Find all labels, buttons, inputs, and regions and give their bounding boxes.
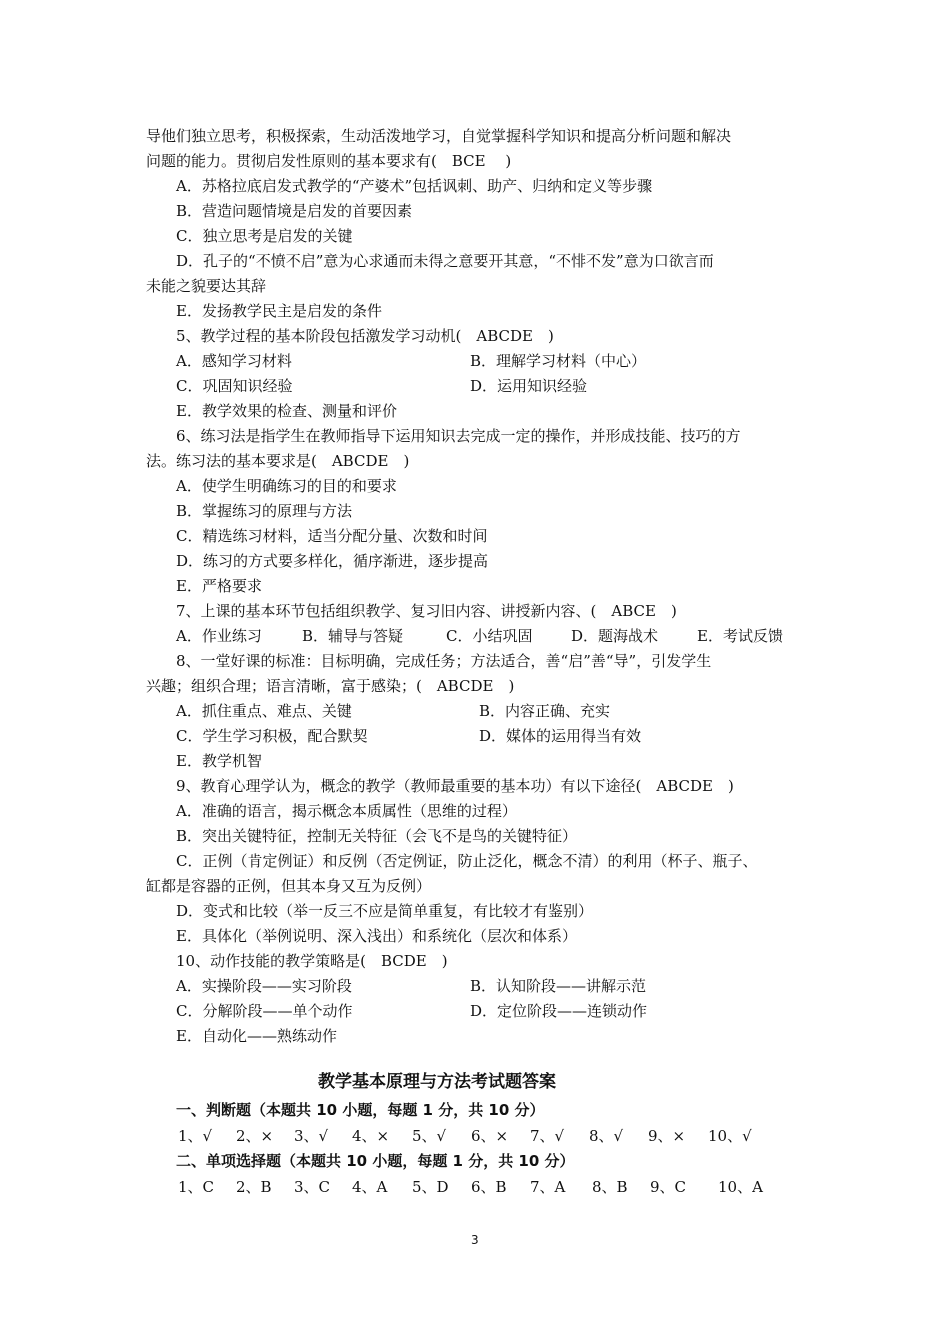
q10-option-c: C．分解阶段——单个动作 [176, 1002, 353, 1020]
answers-title: 教学基本原理与方法考试题答案 [318, 1072, 556, 1092]
answer-item: 3、√ [294, 1127, 329, 1145]
q7-option-b: B．辅导与答疑 [302, 627, 404, 645]
q10-stem: 10、动作技能的教学策略是( BCDE ) [176, 952, 448, 970]
answer-item: 9、C [650, 1178, 687, 1196]
answer-item: 4、× [352, 1127, 390, 1145]
answer-item: 6、B [471, 1178, 507, 1196]
q6-stem-line-1: 6、练习法是指学生在教师指导下运用知识去完成一定的操作，并形成技能、技巧的方 [176, 427, 741, 445]
q6-stem-line-2: 法。练习法的基本要求是( ABCDE ) [146, 452, 410, 470]
q8-stem-line-2: 兴趣；组织合理；语言清晰，富于感染；( ABCDE ) [146, 677, 515, 695]
q7-option-d: D．题海战术 [571, 627, 659, 645]
q6-option-a: A．使学生明确练习的目的和要求 [176, 477, 397, 495]
q8-stem-line-1: 8、一堂好课的标准：目标明确，完成任务；方法适合，善“启”善“导”，引发学生 [176, 652, 712, 670]
q9-option-b: B．突出关键特征，控制无关特征（会飞不是鸟的关键特征） [176, 827, 578, 845]
q5-option-d: D．运用知识经验 [470, 377, 588, 395]
answer-item: 5、√ [412, 1127, 447, 1145]
answer-item: 2、× [236, 1127, 274, 1145]
q4-option-e: E．发扬教学民主是启发的条件 [176, 302, 382, 320]
answer-item: 7、√ [530, 1127, 565, 1145]
q5-option-c: C．巩固知识经验 [176, 377, 293, 395]
q4-option-b: B．营造问题情境是启发的首要因素 [176, 202, 413, 220]
q4-option-a: A．苏格拉底启发式教学的“产婆术”包括讽刺、助产、归纳和定义等步骤 [176, 177, 653, 195]
answer-item: 5、D [412, 1178, 449, 1196]
q6-option-c: C．精选练习材料，适当分配分量、次数和时间 [176, 527, 488, 545]
q4-option-d-line-2: 未能之貌要达其辞 [146, 277, 267, 295]
answer-item: 10、√ [708, 1127, 752, 1145]
answer-item: 8、B [592, 1178, 628, 1196]
q8-option-b: B．内容正确、充实 [479, 702, 611, 720]
answer-item: 2、B [236, 1178, 272, 1196]
q8-option-a: A．抓住重点、难点、关键 [176, 702, 352, 720]
q10-option-d: D．定位阶段——连锁动作 [470, 1002, 648, 1020]
q9-option-a: A．准确的语言，揭示概念本质属性（思维的过程） [176, 802, 517, 820]
q10-option-e: E．自动化——熟练动作 [176, 1027, 337, 1045]
answer-item: 1、C [178, 1178, 215, 1196]
q9-option-c-line-2: 缸都是容器的正例，但其本身又互为反例） [146, 877, 432, 895]
q9-option-d: D．变式和比较（举一反三不应是简单重复，有比较才有鉴别） [176, 902, 594, 920]
answer-item: 1、√ [178, 1127, 213, 1145]
q5-option-a: A．感知学习材料 [176, 352, 292, 370]
q8-option-c: C．学生学习积极，配合默契 [176, 727, 368, 745]
q4-continuation-line-1: 导他们独立思考，积极探索，生动活泼地学习，自觉掌握科学知识和提高分析问题和解决 [146, 127, 732, 145]
q7-stem: 7、上课的基本环节包括组织教学、复习旧内容、讲授新内容、( ABCE ) [176, 602, 677, 620]
q8-option-d: D．媒体的运用得当有效 [479, 727, 642, 745]
answer-item: 9、× [648, 1127, 686, 1145]
q9-option-c-line-1: C．正例（肯定例证）和反例（否定例证，防止泛化，概念不清）的利用（杯子、瓶子、 [176, 852, 758, 870]
answers-section-1-heading: 一、判断题（本题共 10 小题，每题 1 分，共 10 分） [176, 1101, 545, 1119]
answer-item: 6、× [471, 1127, 509, 1145]
q8-option-e: E．教学机智 [176, 752, 262, 770]
answer-item: 10、A [718, 1178, 763, 1196]
q9-stem: 9、教育心理学认为，概念的教学（教师最重要的基本功）有以下途径( ABCDE ) [176, 777, 734, 795]
q9-option-e: E．具体化（举例说明、深入浅出）和系统化（层次和体系） [176, 927, 577, 945]
q5-stem: 5、教学过程的基本阶段包括激发学习动机( ABCDE ) [176, 327, 554, 345]
q7-option-e: E．考试反馈 [697, 627, 783, 645]
q4-option-d-line-1: D．孔子的“不愤不启”意为心求通而未得之意要开其意，“不悱不发”意为口欲言而 [176, 252, 714, 270]
page-number: 3 [471, 1233, 479, 1247]
q7-option-a: A．作业练习 [176, 627, 262, 645]
q4-continuation-line-2: 问题的能力。贯彻启发性原则的基本要求有( BCE ) [146, 152, 512, 170]
q6-option-d: D．练习的方式要多样化，循序渐进，逐步提高 [176, 552, 489, 570]
q4-option-c: C．独立思考是启发的关键 [176, 227, 353, 245]
q7-option-c: C．小结巩固 [446, 627, 533, 645]
q5-option-e: E．教学效果的检查、测量和评价 [176, 402, 397, 420]
answer-item: 3、C [294, 1178, 331, 1196]
answer-item: 8、√ [589, 1127, 624, 1145]
q10-option-a: A．实操阶段——实习阶段 [176, 977, 352, 995]
q5-option-b: B．理解学习材料（中心） [470, 352, 647, 370]
q6-option-b: B．掌握练习的原理与方法 [176, 502, 353, 520]
q10-option-b: B．认知阶段——讲解示范 [470, 977, 647, 995]
answers-section-2-heading: 二、单项选择题（本题共 10 小题，每题 1 分，共 10 分） [176, 1152, 575, 1170]
q6-option-e: E．严格要求 [176, 577, 262, 595]
answer-item: 4、A [352, 1178, 388, 1196]
answer-item: 7、A [530, 1178, 566, 1196]
